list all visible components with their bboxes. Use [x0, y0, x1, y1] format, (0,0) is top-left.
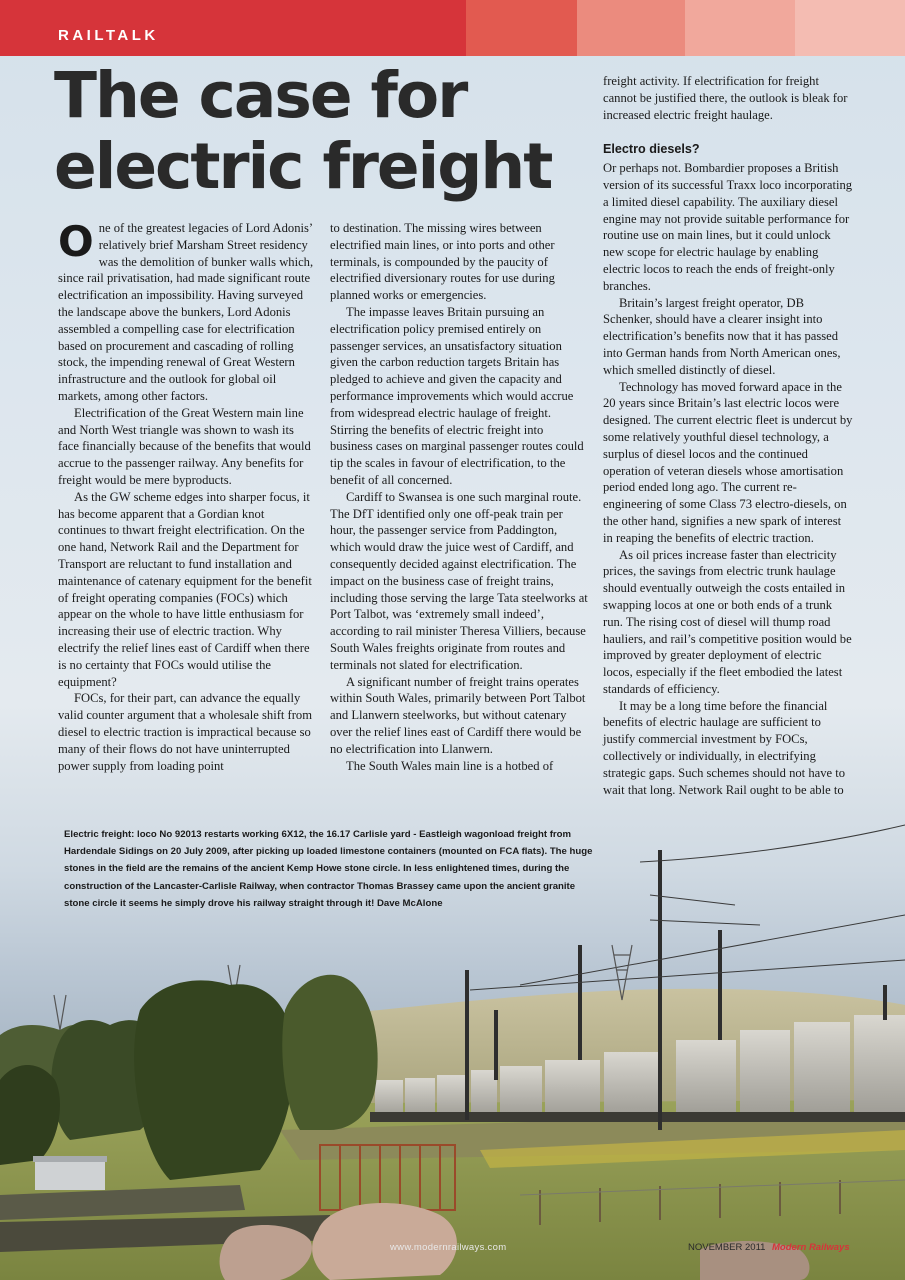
article-paragraph: freight activity. If electrification for freight cannot be justified there, the outlook is bleak for increased electric freight haulage. — [603, 74, 848, 122]
article-paragraph: FOCs, for their part, can advance the equally valid counter argument that a wholesale shift from diesel to electric traction is impractical because so many of their flows do not have uninterrupted power supply from loading point — [58, 691, 313, 773]
wagon — [500, 1066, 542, 1118]
trackside-hut-roof — [33, 1156, 107, 1162]
article-paragraph: One of the greatest legacies of Lord Adonis’ relatively brief Marsham Street residency was the demolition of bunker walls which, since rail privatisation, had made significant route electrification an impossibility. Having surveyed the landscape above the bunkers, Lord Adonis assembled a compelling case for electrification based on procurement and cascading of rolling stock, the impending renewal of Great Western infrastructure and the outlook for global oil markets, among other factors. — [58, 217, 314, 403]
wagon — [740, 1030, 790, 1118]
drop-cap: O — [58, 217, 94, 266]
wagon — [676, 1040, 736, 1118]
section-label: RAILTALK — [58, 27, 159, 44]
header-tint-segment — [466, 0, 577, 56]
tree — [282, 975, 377, 1130]
article-column-1 — [58, 217, 314, 774]
article-subhead: Electro diesels? — [603, 142, 700, 157]
article-paragraph: Cardiff to Swansea is one such marginal route. The DfT identified only one off-peak train per hour, the passenger service from Paddington, which would draw the juice west of Cardiff, and consequently decided against electrification. The impact on the business case of freight trains, including those serving the large Tata steelworks at Port Talbot, was ‘extremely small indeed’, according to rail minister Theresa Villiers, because South Wales freights originate from routes and terminals not slated for electrification. — [330, 489, 588, 672]
article-paragraph: As oil prices increase faster than electricity prices, the savings from electric trunk haulage should eventually outweigh the costs entailed in swapping locos at one or both ends of a trunk run. The rising cost of diesel will thump road hauliers, and rail’s competitive position would be improved by greater deployment of electric locos, especially if the fleet embodied the latest standards of efficiency. — [603, 547, 852, 696]
footer-url: www.modernrailways.com — [390, 1242, 507, 1253]
article-headline: The case for electric freight — [54, 59, 552, 203]
section-header-bar — [0, 0, 905, 56]
article-paragraph: Technology has moved forward apace in the 20 years since Britain’s last electric locos were designed. The current electric fleet is undercut by some relatively youthful diesel technology, a surplus of diesel locos and the continued operation of veteran diesels whose amortisation period ended long ago. The current re-engineering of some Class 73 electro-diesels, on the other hand, signifies a new spark of interest in reaping the benefits of electric traction. — [603, 379, 853, 545]
article-paragraph: As the GW scheme edges into sharper focus, it has become apparent that a Gordian knot continues to thwart freight electrification. On the one hand, Network Rail and the Department for Transport are reluctant to fund installation and maintenance of catenary equipment for the benefit of freight operating companies (FOCs) which appear on the whole to have little enthusiasm for increasing their use of electric traction. Why electrify the relief lines east of Cardiff when there is no certainty that FOCs would utilise the equipment? — [58, 489, 312, 689]
wagon — [471, 1070, 497, 1118]
train-underframe — [370, 1112, 905, 1122]
tree — [134, 980, 294, 1180]
article-paragraph: A significant number of freight trains operates within South Wales, primarily between Port Talbot and Llanwern steelworks, but without catenary over the relief lines east of Cardiff there would be no electrification into Llanwern. — [330, 674, 586, 756]
wagon — [604, 1052, 660, 1118]
article-paragraph: It may be a long time before the financial benefits of electric haulage are sufficient to justify commercial investment by FOCs, collectively or individually, in electrifying strategic gaps. Such schemes should not have to wait that long. Network Rail ought to be able to — [603, 698, 846, 797]
article-paragraph: Electrification of the Great Western main line and North West triangle was shown to wash its face financially because of the benefits that would accrue to the passenger railway. Any benefits for freight would be mere byproducts. — [58, 405, 311, 487]
footer-magazine-name: Modern Railways — [772, 1242, 850, 1253]
article-column-3 — [603, 73, 853, 798]
photo-caption: Electric freight: loco No 92013 restarts working 6X12, the 16.17 Carlisle yard - Eastleigh wagonload freight from Hardendale Sidings on 20 July 2009, after picking up loaded limestone containers (mounted on FCA flats). The huge stones in the field are the remains of the ancient Kemp Howe stone circle. In less enlightened times, during the construction of the Lancaster-Carlisle Railway, when contractor Thomas Brassey came upon the ancient granite stone circle it seems he simply drove his railway straight through it! Dave McAlone — [64, 829, 593, 909]
article-paragraph: Or perhaps not. Bombardier proposes a British version of its successful Traxx loco incorporating a limited diesel capability. The auxiliary diesel engine may not provide suitable performance for routine use on main lines, but it could unlock new scope for electric haulage by enabling electric locos to reach the ends of freight-only branches. — [603, 161, 853, 293]
header-main-segment — [0, 0, 466, 56]
wagon — [794, 1022, 850, 1118]
trackside-hut — [35, 1160, 105, 1190]
article-column-2 — [330, 220, 588, 774]
article-paragraph: The South Wales main line is a hotbed of — [346, 758, 554, 773]
header-tint-segment — [795, 0, 905, 56]
wagon — [545, 1060, 600, 1118]
header-tint-segment — [685, 0, 795, 56]
header-tint-segment — [577, 0, 685, 56]
article-paragraph: Britain’s largest freight operator, DB Schenker, should have a clearer insight into electrification’s benefits now that it has passed into German hands from North American ones, which smelled distinctly of diesel. — [603, 295, 841, 377]
article-paragraph: to destination. The missing wires between electrified main lines, or into ports and other terminals, is compounded by the paucity of electrified diversionary routes for use during planned works or emergencies. — [330, 221, 555, 303]
article-paragraph: The impasse leaves Britain pursuing an electrification policy premised entirely on passenger services, an unsatisfactory situation given the carbon reduction targets Britain has pledged to achieve and given the capacity and performance improvements which would accrue from widespread electric haulage of freight. Stirring the benefits of electric freight into business cases on marginal passenger routes could tip the scales in favour of electrification, to the benefit of all concerned. — [330, 304, 584, 487]
wagon — [437, 1075, 469, 1118]
footer-date: NOVEMBER 2011 — [688, 1242, 766, 1253]
wagon — [854, 1015, 905, 1118]
